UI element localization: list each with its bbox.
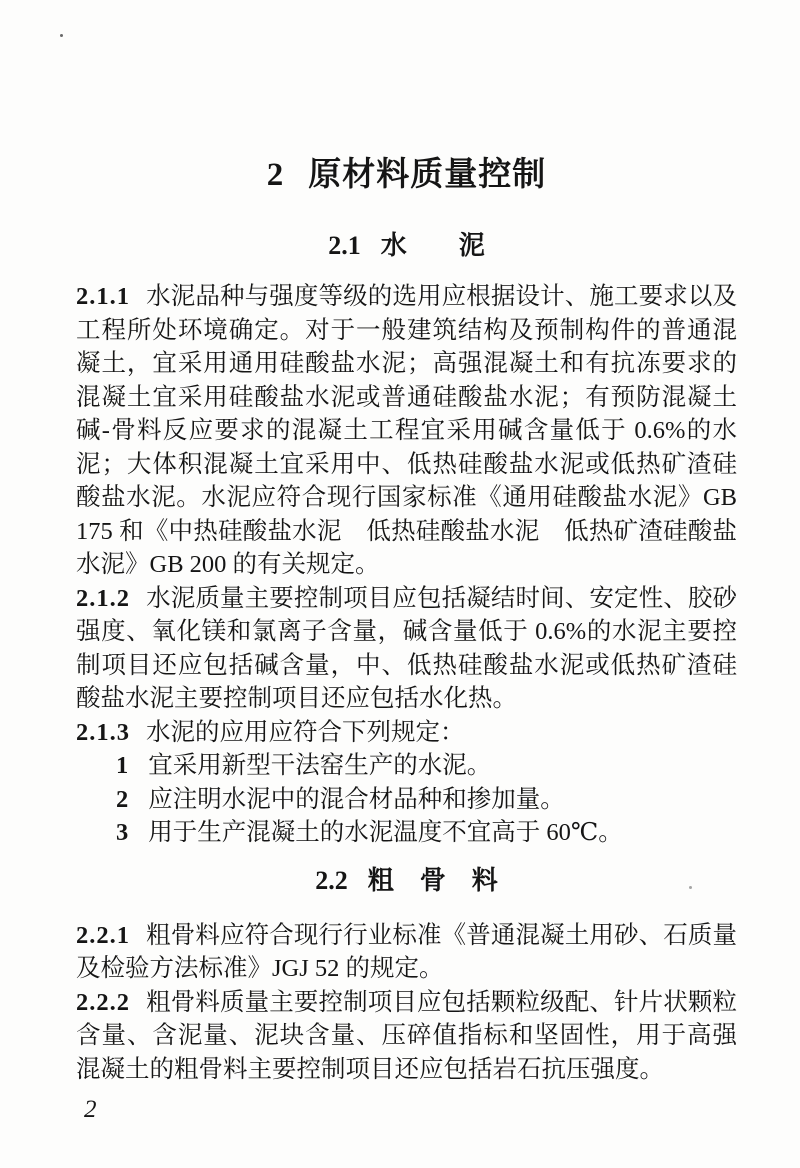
section-title-text: 水 泥 bbox=[380, 231, 485, 260]
item-text: 应注明水泥中的混合材品种和掺加量。 bbox=[148, 785, 565, 813]
clause-label: 2.2.1 bbox=[76, 921, 130, 949]
item-text: 用于生产混凝土的水泥温度不宜高于 60℃。 bbox=[148, 819, 623, 846]
item-number: 1 bbox=[116, 752, 129, 779]
page-number: 2 bbox=[84, 1096, 97, 1123]
section-title-text: 粗 骨 料 bbox=[367, 865, 498, 895]
clause-text: 粗骨料质量主要控制项目应包括颗粒级配、针片状颗粒含量、含泥量、泥块含量、压碎值指标和坚固性，用于高强混凝土的粗骨料主要控制项目还应包括岩石抗压强度。 bbox=[76, 988, 737, 1083]
list-item-2 bbox=[76, 783, 737, 817]
clause-text: 水泥质量主要控制项目应包括凝结时间、安定性、胶砂强度、氧化镁和氯离子含量，碱含量低于 0.6%的水泥主要控制项目还应包括碱含量，中、低热硅酸盐水泥或低热矿渣硅酸盐水泥主要控制项目还应包括水化热。 bbox=[76, 584, 737, 712]
scan-speck bbox=[60, 34, 63, 37]
clause-2-1-2 bbox=[76, 582, 737, 716]
clause-label: 2.1.1 bbox=[76, 283, 130, 310]
clause-label: 2.2.2 bbox=[76, 988, 130, 1016]
item-text: 宜采用新型干法窑生产的水泥。 bbox=[148, 752, 492, 779]
section-heading-cement bbox=[76, 228, 737, 264]
clause-text: 水泥品种与强度等级的选用应根据设计、施工要求以及工程所处环境确定。对于一般建筑结构及预制构件的普通混凝土，宜采用通用硅酸盐水泥；高强混凝土和有抗冻要求的混凝土宜采用硅酸盐水泥或普通硅酸盐水泥；有预防混凝土碱-骨料反应要求的混凝土工程宜采用碱含量低于 0.6%的水泥；大体积混凝土宜采用中、低热硅酸盐水泥或低热矿渣硅酸盐水泥。水泥应符合现行国家标准《通用硅酸盐水泥》GB 175 和《中热硅酸盐水泥 低热硅酸盐水泥 低热矿渣硅酸盐水泥》GB 200 的有关规定。 bbox=[76, 283, 737, 578]
list-item-3 bbox=[76, 816, 737, 850]
item-number: 3 bbox=[116, 819, 129, 846]
clause-2-1-3 bbox=[76, 716, 737, 750]
clause-text: 水泥的应用应符合下列规定： bbox=[146, 718, 465, 746]
clause-2-1-1 bbox=[76, 280, 737, 582]
clause-label: 2.1.3 bbox=[76, 718, 130, 746]
clause-text: 粗骨料应符合现行行业标准《普通混凝土用砂、石质量及检验方法标准》JGJ 52 的规定。 bbox=[76, 921, 737, 982]
chapter-title-text: 原材料质量控制 bbox=[308, 157, 547, 193]
clause-2-2-1 bbox=[76, 919, 737, 986]
clause-label: 2.1.2 bbox=[76, 584, 130, 612]
section-heading-coarse-aggregate bbox=[76, 863, 737, 899]
page-content bbox=[76, 0, 737, 1086]
section-number: 2.1 bbox=[328, 231, 361, 260]
list-item-1 bbox=[76, 749, 737, 783]
clause-2-2-2 bbox=[76, 986, 737, 1087]
section-number: 2.2 bbox=[315, 865, 348, 895]
chapter-number: 2 bbox=[266, 157, 285, 193]
item-number: 2 bbox=[116, 785, 129, 813]
chapter-title bbox=[76, 152, 737, 198]
